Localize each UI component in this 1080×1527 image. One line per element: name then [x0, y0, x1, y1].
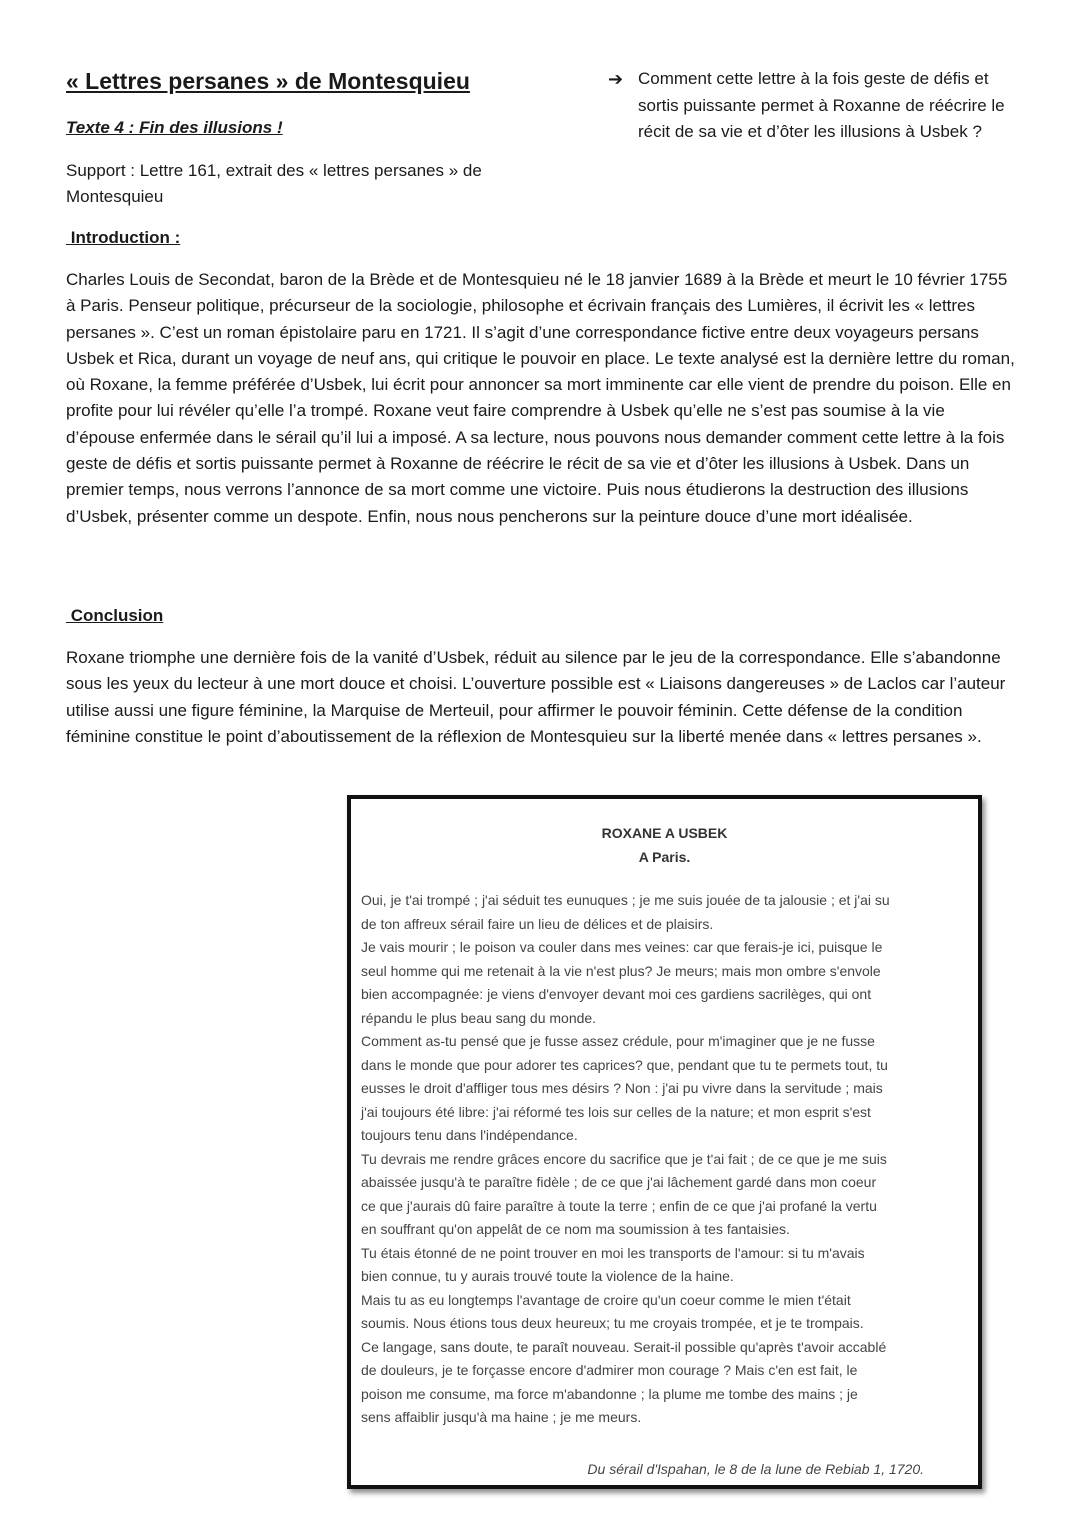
letter-line: toujours tenu dans l'indépendance.	[361, 1127, 578, 1143]
letter-line: de douleurs, je te forçasse encore d'admirer mon courage ? Mais c'en est fait, le	[361, 1362, 858, 1378]
letter-line: dans le monde que pour adorer tes caprices? que, pendant que tu te permets tout, tu	[361, 1056, 888, 1073]
letter-line: Comment as-tu pensé que je fusse assez crédule, pour m'imaginer que je ne fusse	[361, 1033, 875, 1049]
letter-line: poison me consume, ma force m'abandonne ; la plume me tombe des mains ; je	[361, 1385, 858, 1402]
letter-line: bien connue, tu y aurais trouvé toute la violence de la haine.	[361, 1268, 734, 1284]
letter-line: bien accompagnée: je viens d'envoyer devant moi ces gardiens sacrilèges, qui ont	[361, 986, 872, 1002]
arrow-right-icon: ➔	[608, 69, 624, 89]
letter-line: Mais tu as eu longtemps l'avantage de croire qu'un coeur comme le mien t'était	[361, 1291, 851, 1308]
letter-line: eusses le droit d'affliger tous mes désirs ? Non : j'ai pu vivre dans la servitude ; mais	[361, 1080, 883, 1096]
letter-excerpt-box	[347, 795, 982, 1489]
question-text: Comment cette lettre à la fois geste de défis et sortis puissante permet à Roxanne de réécrire le récit de sa vie et d’ôter les illusions à Usbek ?	[638, 69, 1005, 141]
problematic-question	[608, 66, 1018, 146]
letter-header	[351, 821, 978, 869]
letter-place: A Paris.	[638, 849, 691, 865]
letter-line: répandu le plus beau sang du monde.	[361, 1009, 597, 1026]
letter-line: seul homme qui me retenait à la vie n'est plus? Je meurs; mais mon ombre s'envole	[361, 962, 881, 979]
text-subtitle: Texte 4 : Fin des illusions !	[66, 118, 283, 137]
letter-body	[361, 889, 926, 1430]
letter-line: Oui, je t'ai trompé ; j'ai séduit tes eunuques ; je me suis jouée de ta jalousie ; et j'ai su	[361, 892, 890, 908]
letter-signature: Du sérail d'Ispahan, le 8 de la lune de Rebiab 1, 1720.	[587, 1461, 924, 1477]
introduction-paragraph: Charles Louis de Secondat, baron de la Brède et de Montesquieu né le 18 janvier 1689 à la Brède et meurt le 10 février 1755 à Paris. Penseur politique, précurseur de la sociologie, philosophe et écrivain français des Lumières, il écrivit les « lettres persanes ». C’est un roman épistolaire paru en 1721. Il s’agit d’une correspondance fictive entre deux voyageurs persans Usbek et Rica, durant un voyage de neuf ans, qui critique le pouvoir en place. Le texte analysé est la dernière lettre du roman, où Roxane, la femme préférée d’Usbek, lui écrit pour annoncer sa mort imminente car elle vient de prendre du poison. Elle en profite pour lui révéler qu’elle l’a trompé. Roxane veut faire comprendre à Usbek qu’elle ne s’est pas soumise à la vie d’épouse enfermée dans le sérail qu’il lui a imposé. A sa lecture, nous pouvons nous demander comment cette lettre à la fois geste de défis et sortis puissante permet à Roxanne de réécrire le récit de sa vie et d’ôter les illusions à Usbek. Dans un premier temps, nous verrons l’annonce de sa mort comme une victoire. Puis nous étudierons la destruction des illusions d’Usbek, présenter comme un despote. Enfin, nous nous pencherons sur la peinture douce d’une mort idéalisée.	[66, 270, 1015, 526]
introduction-heading: Introduction :	[66, 228, 181, 247]
letter-line: ce que j'aurais dû faire paraître à toute la terre ; enfin de ce que j'ai profané la vertu	[361, 1197, 877, 1214]
letter-line: Tu devrais me rendre grâces encore du sacrifice que je t'ai fait ; de ce que je me suis	[361, 1150, 887, 1167]
document-title: « Lettres persanes » de Montesquieu	[66, 68, 470, 94]
letter-line: en souffrant qu'on appelât de ce nom ma soumission à tes fantaisies.	[361, 1221, 790, 1237]
letter-line: Tu étais étonné de ne point trouver en moi les transports de l'amour: si tu m'avais	[361, 1244, 865, 1261]
letter-line: j'ai toujours été libre: j'ai réformé tes lois sur celles de la nature; et mon esprit s'est	[361, 1103, 871, 1120]
letter-line: Ce langage, sans doute, te paraît nouveau. Serait-il possible qu'après t'avoir accablé	[361, 1338, 887, 1355]
letter-heading: ROXANE A USBEK	[601, 825, 728, 841]
conclusion-paragraph: Roxane triomphe une dernière fois de la vanité d’Usbek, réduit au silence par le jeu de la correspondance. Elle s’abandonne sous les yeux du lecteur à une mort douce et choisi. L’ouverture possible est « Liaisons dangereuses » de Laclos car l’auteur utilise aussi une figure féminine, la Marquise de Merteuil, pour affirmer le pouvoir féminin. Cette défense de la condition féminine constitue le point d’aboutissement de la réflexion de Montesquieu sur la liberté menée dans « lettres persanes ».	[66, 648, 1006, 746]
letter-line: de ton affreux sérail faire un lieu de délices et de plaisirs.	[361, 915, 714, 932]
letter-line: Je vais mourir ; le poison va couler dans mes veines: car que ferais-je ici, puisque le	[361, 939, 883, 955]
letter-line: soumis. Nous étions tous deux heureux; tu me croyais trompée, et je te trompais.	[361, 1315, 864, 1331]
letter-line: sens affaiblir jusqu'à ma haine ; je me meurs.	[361, 1409, 642, 1425]
letter-line: abaissée jusqu'à te paraître fidèle ; de ce que j'ai lâchement gardé dans mon coeur	[361, 1174, 877, 1190]
support-line: Support : Lettre 161, extrait des « lettres persanes » de Montesquieu	[66, 161, 482, 206]
conclusion-heading: Conclusion	[66, 606, 164, 625]
